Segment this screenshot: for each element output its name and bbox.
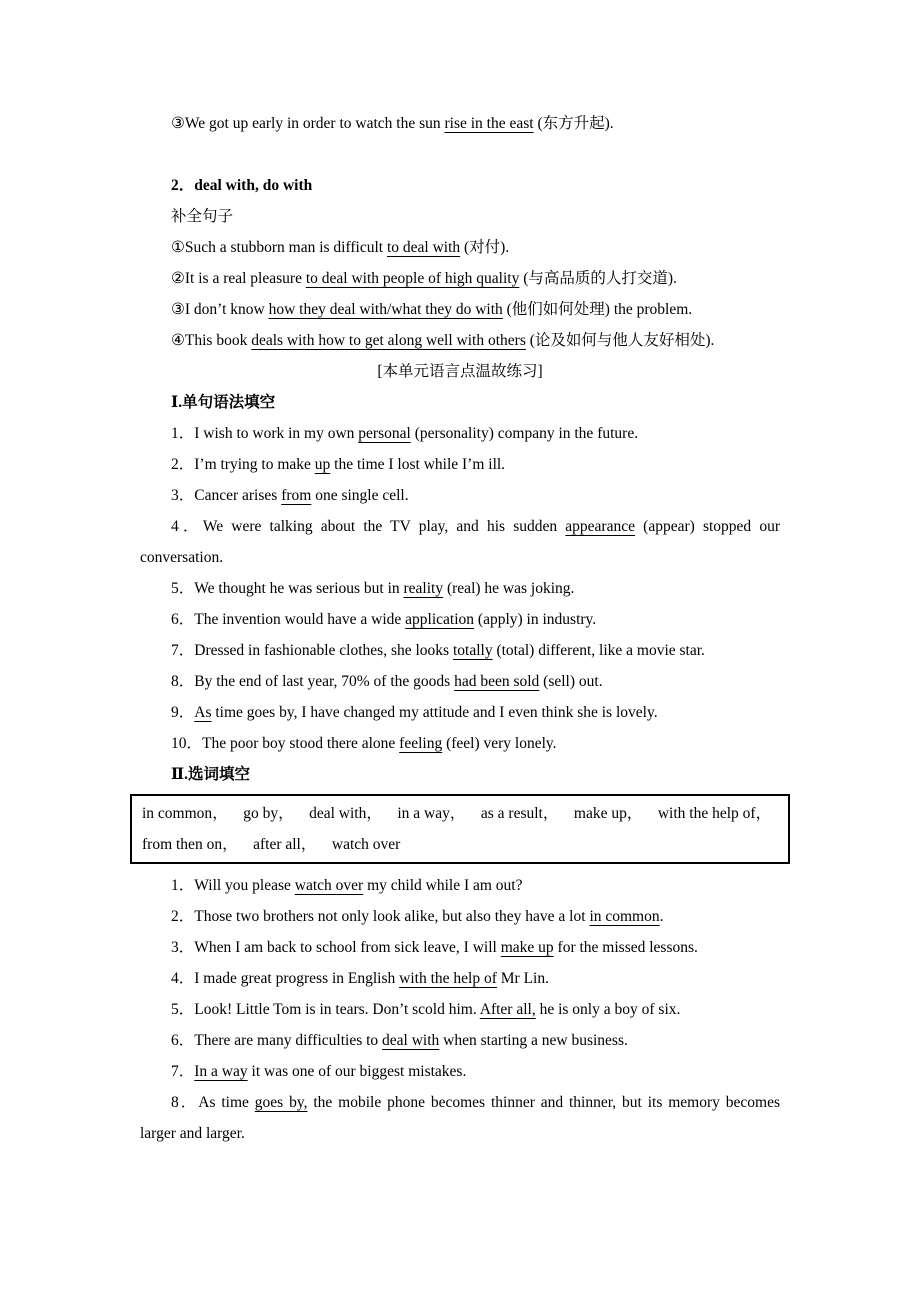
- answer-blank: how they deal with/what they do with: [268, 301, 503, 318]
- text-run: (appear) stopped our conversation.: [140, 518, 780, 566]
- word-bank-separator: ，: [212, 805, 244, 822]
- answer-blank: had been sold: [454, 673, 540, 690]
- word-bank-separator: ，: [449, 805, 481, 822]
- word-bank-option: watch over: [331, 836, 401, 853]
- text-run: (real) he was joking.: [443, 580, 575, 597]
- answer-blank: rise in the east: [444, 115, 534, 132]
- text-run: 4．We were talking about the TV play, and his sudden: [171, 518, 566, 535]
- exercise-item: [140, 1056, 780, 1087]
- answer-blank: make up: [500, 939, 554, 956]
- word-bank-option: make up: [573, 805, 627, 822]
- answer-blank: reality: [403, 580, 444, 597]
- instruction-label: [140, 201, 780, 232]
- text-run: for the missed lessons.: [553, 939, 698, 956]
- text-run: (apply) in industry.: [474, 611, 597, 628]
- text-run: 8．As time: [171, 1094, 255, 1111]
- subsection-title: [140, 170, 780, 201]
- answer-blank: from: [281, 487, 312, 504]
- exercise-item: [140, 1087, 780, 1149]
- exercise-item: [140, 635, 780, 666]
- word-bank-option: with the help of: [657, 805, 756, 822]
- section-banner: [140, 356, 780, 387]
- text-run: (他们如何处理) the problem.: [502, 301, 693, 318]
- exercise-item: [140, 480, 780, 511]
- text-run: 3．When I am back to school from sick leave, I will: [171, 939, 501, 956]
- word-bank-separator: ，: [222, 836, 254, 853]
- section-heading: [140, 387, 780, 418]
- section-heading: [140, 759, 780, 790]
- word-bank-separator: ，: [278, 805, 310, 822]
- answer-blank: application: [405, 611, 475, 628]
- exercise-item: [140, 418, 780, 449]
- text-run: 7．Dressed in fashionable clothes, she looks: [171, 642, 453, 659]
- word-bank-separator: ，: [755, 805, 787, 822]
- text-run: 补全句子: [171, 208, 234, 225]
- text-run: 7．: [171, 1063, 195, 1080]
- text-run: ④This book: [171, 332, 252, 349]
- answer-blank: As: [194, 704, 212, 721]
- text-run: 4．I made great progress in English: [171, 970, 400, 987]
- exercise-item: [140, 870, 780, 901]
- answer-blank: up: [314, 456, 331, 473]
- text-run: it was one of our biggest mistakes.: [247, 1063, 467, 1080]
- text-run: Ⅱ.选词填空: [171, 766, 250, 783]
- text-run: 9．: [171, 704, 195, 721]
- exercise-item: [140, 1025, 780, 1056]
- word-bank: [130, 794, 790, 864]
- sentence-item: [140, 232, 780, 263]
- text-run: 10．The poor boy stood there alone: [171, 735, 400, 752]
- text-run: ③I don’t know: [171, 301, 269, 318]
- text-run: (论及如何与他人友好相处).: [525, 332, 715, 349]
- answer-blank: In a way: [194, 1063, 248, 1080]
- exercise-item: [140, 697, 780, 728]
- word-bank-option: in a way: [397, 805, 450, 822]
- text-run: 5．Look! Little Tom is in tears. Don’t scold him.: [171, 1001, 480, 1018]
- answer-blank: to deal with: [386, 239, 461, 256]
- text-run: (total) different, like a movie star.: [492, 642, 705, 659]
- exercise-item: [140, 511, 780, 573]
- text-run: ②It is a real pleasure: [171, 270, 306, 287]
- text-run: 2．I’m trying to make: [171, 456, 315, 473]
- text-run: the mobile phone becomes thinner and thinner, but its memory becomes larger and larger.: [140, 1094, 781, 1142]
- answer-blank: goes by,: [254, 1094, 308, 1111]
- answer-blank: deal with: [382, 1032, 440, 1049]
- word-bank-separator: ，: [366, 805, 398, 822]
- text-run: 2．Those two brothers not only look alike, but also they have a lot: [171, 908, 590, 925]
- text-run: the time I lost while I’m ill.: [330, 456, 506, 473]
- text-run: (personality) company in the future.: [410, 425, 639, 442]
- word-bank-option: as a result: [480, 805, 543, 822]
- text-run: 3．Cancer arises: [171, 487, 282, 504]
- text-run: .: [659, 908, 664, 925]
- text-run: one single cell.: [311, 487, 409, 504]
- word-bank-option: deal with: [309, 805, 367, 822]
- exercise-item: [140, 901, 780, 932]
- text-run: (对付).: [460, 239, 510, 256]
- sentence-item: [140, 108, 780, 139]
- exercise-item: [140, 994, 780, 1025]
- exercise-item: [140, 963, 780, 994]
- text-run: ③We got up early in order to watch the sun: [171, 115, 445, 132]
- answer-blank: feeling: [399, 735, 443, 752]
- text-run: Mr Lin.: [496, 970, 549, 987]
- word-bank-option: in common: [142, 805, 213, 822]
- word-bank-option: after all: [253, 836, 301, 853]
- sentence-item: [140, 294, 780, 325]
- text-run: (sell) out.: [539, 673, 603, 690]
- text-run: (东方升起).: [533, 115, 614, 132]
- text-run: 1．I wish to work in my own: [171, 425, 359, 442]
- text-run: he is only a boy of six.: [535, 1001, 681, 1018]
- answer-blank: appearance: [565, 518, 635, 535]
- sentence-item: [140, 325, 780, 356]
- exercise-item: [140, 666, 780, 697]
- text-run: ①Such a stubborn man is difficult: [171, 239, 387, 256]
- answer-blank: with the help of: [399, 970, 497, 987]
- text-run: 6．There are many difficulties to: [171, 1032, 383, 1049]
- answer-blank: to deal with people of high quality: [305, 270, 520, 287]
- text-run: 6．The invention would have a wide: [171, 611, 406, 628]
- text-run: 8．By the end of last year, 70% of the goods: [171, 673, 455, 690]
- answer-blank: watch over: [294, 877, 364, 894]
- text-run: when starting a new business.: [439, 1032, 628, 1049]
- exercise-item: [140, 449, 780, 480]
- text-run: Ⅰ.单句语法填空: [171, 394, 276, 411]
- text-run: my child while I am out?: [363, 877, 523, 894]
- sentence-item: [140, 263, 780, 294]
- answer-blank: personal: [358, 425, 411, 442]
- answer-blank: totally: [452, 642, 493, 659]
- answer-blank: deals with how to get along well with others: [251, 332, 526, 349]
- exercise-item: [140, 932, 780, 963]
- text-run: [本单元语言点温故练习]: [377, 363, 543, 380]
- text-run: (与高品质的人打交道).: [519, 270, 677, 287]
- word-bank-separator: ，: [300, 836, 332, 853]
- exercise-item: [140, 604, 780, 635]
- text-run: time goes by, I have changed my attitude and I even think she is lovely.: [211, 704, 658, 721]
- word-bank-separator: ，: [542, 805, 574, 822]
- answer-blank: in common: [589, 908, 660, 925]
- text-run: 1．Will you please: [171, 877, 295, 894]
- word-bank-option: from then on: [142, 836, 223, 853]
- answer-blank: After all,: [479, 1001, 536, 1018]
- word-bank-option: go by: [243, 805, 279, 822]
- exercise-item: [140, 573, 780, 604]
- exercise-item: [140, 728, 780, 759]
- text-run: 2．deal with, do with: [171, 177, 313, 194]
- text-run: 5．We thought he was serious but in: [171, 580, 404, 597]
- word-bank-separator: ，: [626, 805, 658, 822]
- text-run: (feel) very lonely.: [442, 735, 557, 752]
